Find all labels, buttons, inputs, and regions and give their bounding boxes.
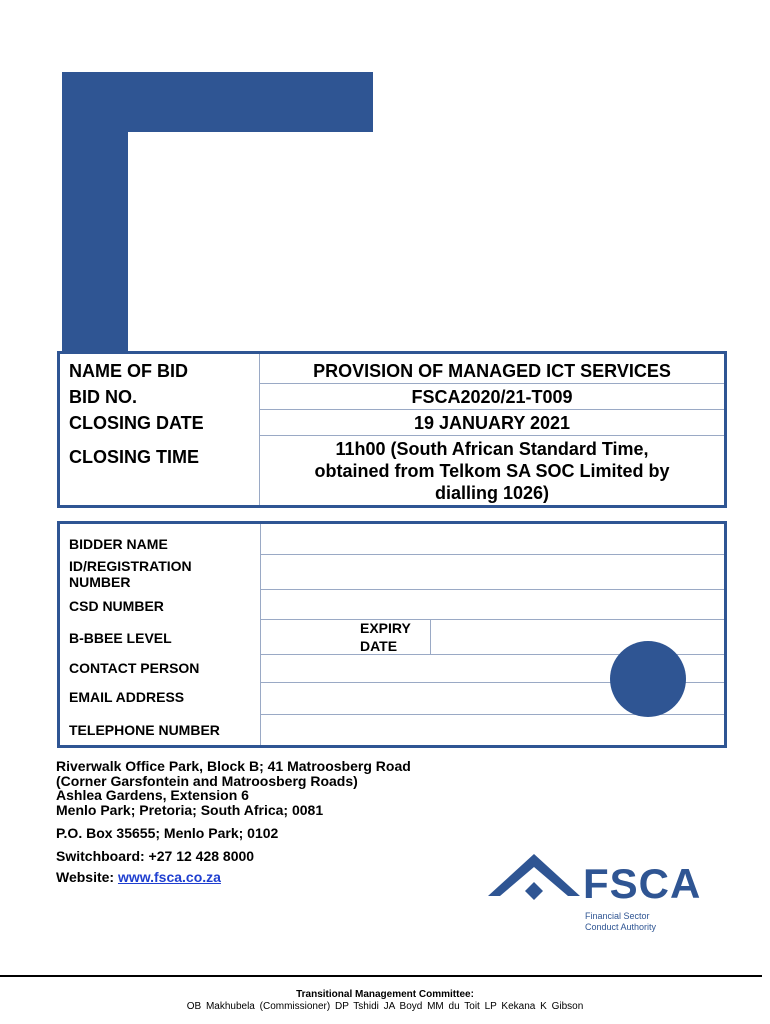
expiry-label-line: DATE (360, 638, 398, 654)
expiry-date-label (360, 619, 411, 655)
closing-time-line: 11h00 (South African Standard Time, (335, 439, 649, 459)
logo-subtitle-line: Financial Sector (585, 911, 650, 921)
bid-table-row-line (259, 409, 724, 410)
logo-subtitle-line: Conduct Authority (585, 922, 657, 932)
closing-time-line: dialling 1026) (434, 483, 550, 503)
switchboard: Switchboard: +27 12 428 8000 (56, 848, 255, 864)
decorative-circle (610, 641, 686, 717)
bidder-table-divider (260, 524, 261, 745)
closing-date-value: 19 JANUARY 2021 (413, 413, 571, 433)
expiry-date-field[interactable] (434, 622, 720, 652)
address-line: Riverwalk Office Park, Block B; 41 Matroosberg Road (56, 758, 411, 774)
website-link[interactable]: www.fsca.co.za (117, 869, 221, 885)
closing-date-label: CLOSING DATE (69, 413, 204, 433)
bid-no-value: FSCA2020/21-T009 (411, 387, 573, 407)
contact-person-label: CONTACT PERSON (69, 660, 200, 676)
csd-number-field[interactable] (263, 592, 720, 617)
bid-no-label: BID NO. (69, 387, 138, 407)
fsca-logo (488, 850, 718, 940)
bidder-details-table (57, 521, 727, 748)
csd-number-label: CSD NUMBER (69, 598, 164, 614)
closing-time-value (260, 438, 724, 504)
address-line: Ashlea Gardens, Extension 6 (56, 787, 249, 803)
bid-name-value: PROVISION OF MANAGED ICT SERVICES (313, 361, 671, 381)
bid-table-row-line (259, 383, 724, 384)
decorative-banner-left (62, 72, 128, 354)
bidder-row-line (260, 619, 724, 620)
footer-committee-title: Transitional Management Committee: (296, 989, 474, 1000)
registration-label-line: ID/REGISTRATION (69, 558, 192, 574)
footer-divider (0, 975, 762, 977)
website (56, 869, 221, 885)
bid-name-label: NAME OF BID (69, 361, 188, 381)
postal-address (56, 759, 411, 817)
closing-time-line: obtained from Telkom SA SOC Limited by (314, 461, 670, 481)
address-line: (Corner Garsfontein and Matroosberg Roads) (56, 772, 358, 789)
po-box: P.O. Box 35655; Menlo Park; 0102 (56, 825, 279, 841)
closing-time-label: CLOSING TIME (69, 447, 199, 467)
telephone-number-field[interactable] (263, 717, 720, 745)
bidder-row-line (260, 589, 724, 590)
bid-table-row-line (259, 435, 724, 436)
bidder-name-field[interactable] (263, 528, 720, 552)
fsca-roof-chevron-icon (488, 850, 583, 910)
bidder-name-label: BIDDER NAME (69, 536, 168, 552)
expiry-label-line: EXPIRY (360, 620, 411, 636)
expiry-divider (430, 619, 431, 654)
address-line: Menlo Park; Pretoria; South Africa; 0081 (56, 801, 324, 818)
footer-committee-names: OB Makhubela (Commissioner) DP Tshidi JA Boyd MM du Toit LP Kekana K Gibson (186, 1001, 584, 1012)
registration-number-label (69, 558, 192, 590)
fsca-logo-subtitle (585, 911, 656, 933)
registration-label-line: NUMBER (69, 574, 131, 590)
telephone-number-label: TELEPHONE NUMBER (69, 722, 220, 738)
registration-number-field[interactable] (263, 557, 720, 587)
bidder-row-line (260, 554, 724, 555)
website-label: Website: (56, 869, 118, 885)
bid-info-table (57, 351, 727, 508)
bbbee-level-label: B-BBEE LEVEL (69, 630, 172, 646)
email-address-label: EMAIL ADDRESS (69, 689, 185, 705)
fsca-logo-text: FSCA (583, 860, 702, 907)
